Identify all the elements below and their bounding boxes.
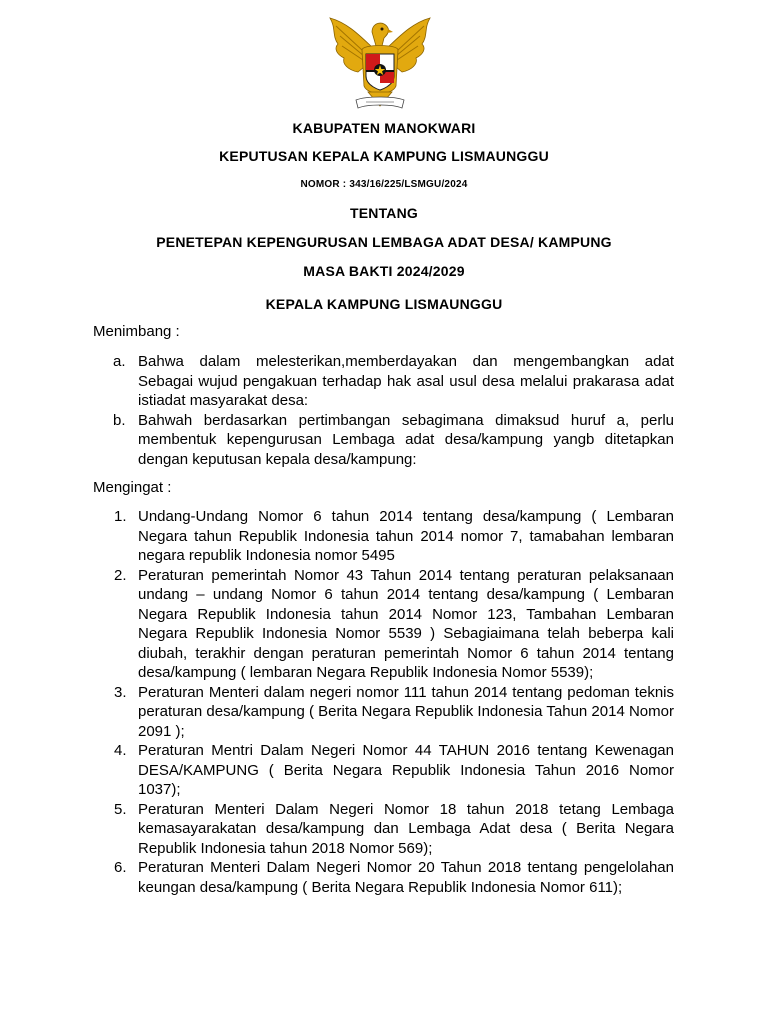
list-item xyxy=(93,352,674,411)
list-item-text: Peraturan Menteri dalam negeri nomor 111 tahun 2014 tentang pedoman teknis peraturan desa/kampung ( Berita Negara Republik Indonesia Tahun 2014 Nomor 2091 ); xyxy=(138,683,674,740)
list-item-text: Bahwah berdasarkan pertimbangan sebagimana dimaksud huruf a, perlu membentuk kepengurusan Lembaga adat desa/kampung yangb ditetapkan dengan keputusan kepala desa/kampung: xyxy=(138,411,674,468)
list-marker: 5. xyxy=(114,800,127,818)
menimbang-label: Menimbang : xyxy=(93,323,180,340)
list-item-text: Peraturan Mentri Dalam Negeri Nomor 44 TAHUN 2016 tentang Kewenagan DESA/KAMPUNG ( Berita Negara Republik Indonesia Tahun 2016 Nomor 1037); xyxy=(138,742,674,798)
list-item-text: Peraturan Menteri Dalam Negeri Nomor 20 Tahun 2018 tentang pengelolahan keungan desa/kampung ( Berita Negara Republik Indonesia Nomor 611); xyxy=(138,859,674,896)
list-marker: b. xyxy=(113,411,126,429)
list-item-text: Peraturan pemerintah Nomor 43 Tahun 2014 tentang peraturan pelaksanaan undang – undang Nomor 6 tahun 2014 tentang desa/kampung ( Lembaran Negara Republik Indonesia tahun 2014 Nomor 123, Tambahan Lembaran Negara Republik Indonesia Nomor 5539 ) Sebagiaimana telah beberpa kali diubah, terakhir dengan peraturan pemerintah Nomor 6 tahun 2014 tentang desa/kampung ( lembaran Negara Republik Indonesia Nomor 5539); xyxy=(138,566,674,681)
list-item xyxy=(93,800,674,859)
about-heading: TENTANG xyxy=(349,205,419,221)
decree-subject: PENETEPAN KEPENGURUSAN LEMBAGA ADAT DESA/ KAMPUNG xyxy=(156,234,612,250)
garuda-emblem-icon xyxy=(322,14,438,114)
list-marker: 6. xyxy=(114,859,127,876)
mengingat-label: Mengingat : xyxy=(93,479,172,496)
list-item-text: Undang-Undang Nomor 6 tahun 2014 tentang desa/kampung ( Lembaran Negara tahun Republik Indonesia tahun 2014 nomor 7, tamabahan lembaran negara republik Indonesia nomor 5495 xyxy=(138,508,674,564)
list-marker: 2. xyxy=(114,566,127,584)
list-item xyxy=(93,741,674,800)
list-marker: 3. xyxy=(114,683,127,701)
service-period: MASA BAKTI 2024/2029 xyxy=(303,263,465,279)
list-item-text: Peraturan Menteri Dalam Negeri Nomor 18 tahun 2018 tetang Lembaga kemasayarakatan desa/kampung dan Lembaga Adat desa ( Berita Negara Republik Indonesia tahun 2018 Nomor 569); xyxy=(138,800,674,857)
list-item xyxy=(93,566,674,683)
decree-number: NOMOR : 343/16/225/LSMGU/2024 xyxy=(300,179,468,190)
list-item xyxy=(93,411,674,470)
regency-heading: KABUPATEN MANOKWARI xyxy=(292,120,476,136)
list-marker: 1. xyxy=(114,508,127,525)
list-marker: a. xyxy=(113,353,126,370)
decree-title: KEPUTUSAN KEPALA KAMPUNG LISMAUNGGU xyxy=(219,148,549,164)
list-item xyxy=(93,683,674,742)
list-item xyxy=(93,507,674,566)
menimbang-list xyxy=(93,352,674,469)
issuer-heading: KEPALA KAMPUNG LISMAUNGGU xyxy=(265,296,503,312)
list-item-text: Bahwa dalam melesterikan,memberdayakan dan mengembangkan adat Sebagai wujud pengakuan terhadap hak asal usul desa melalui prakarasa adat istiadat masyarakat desa: xyxy=(138,353,674,409)
list-marker: 4. xyxy=(114,742,127,759)
mengingat-list xyxy=(93,507,674,897)
list-item xyxy=(93,858,674,897)
